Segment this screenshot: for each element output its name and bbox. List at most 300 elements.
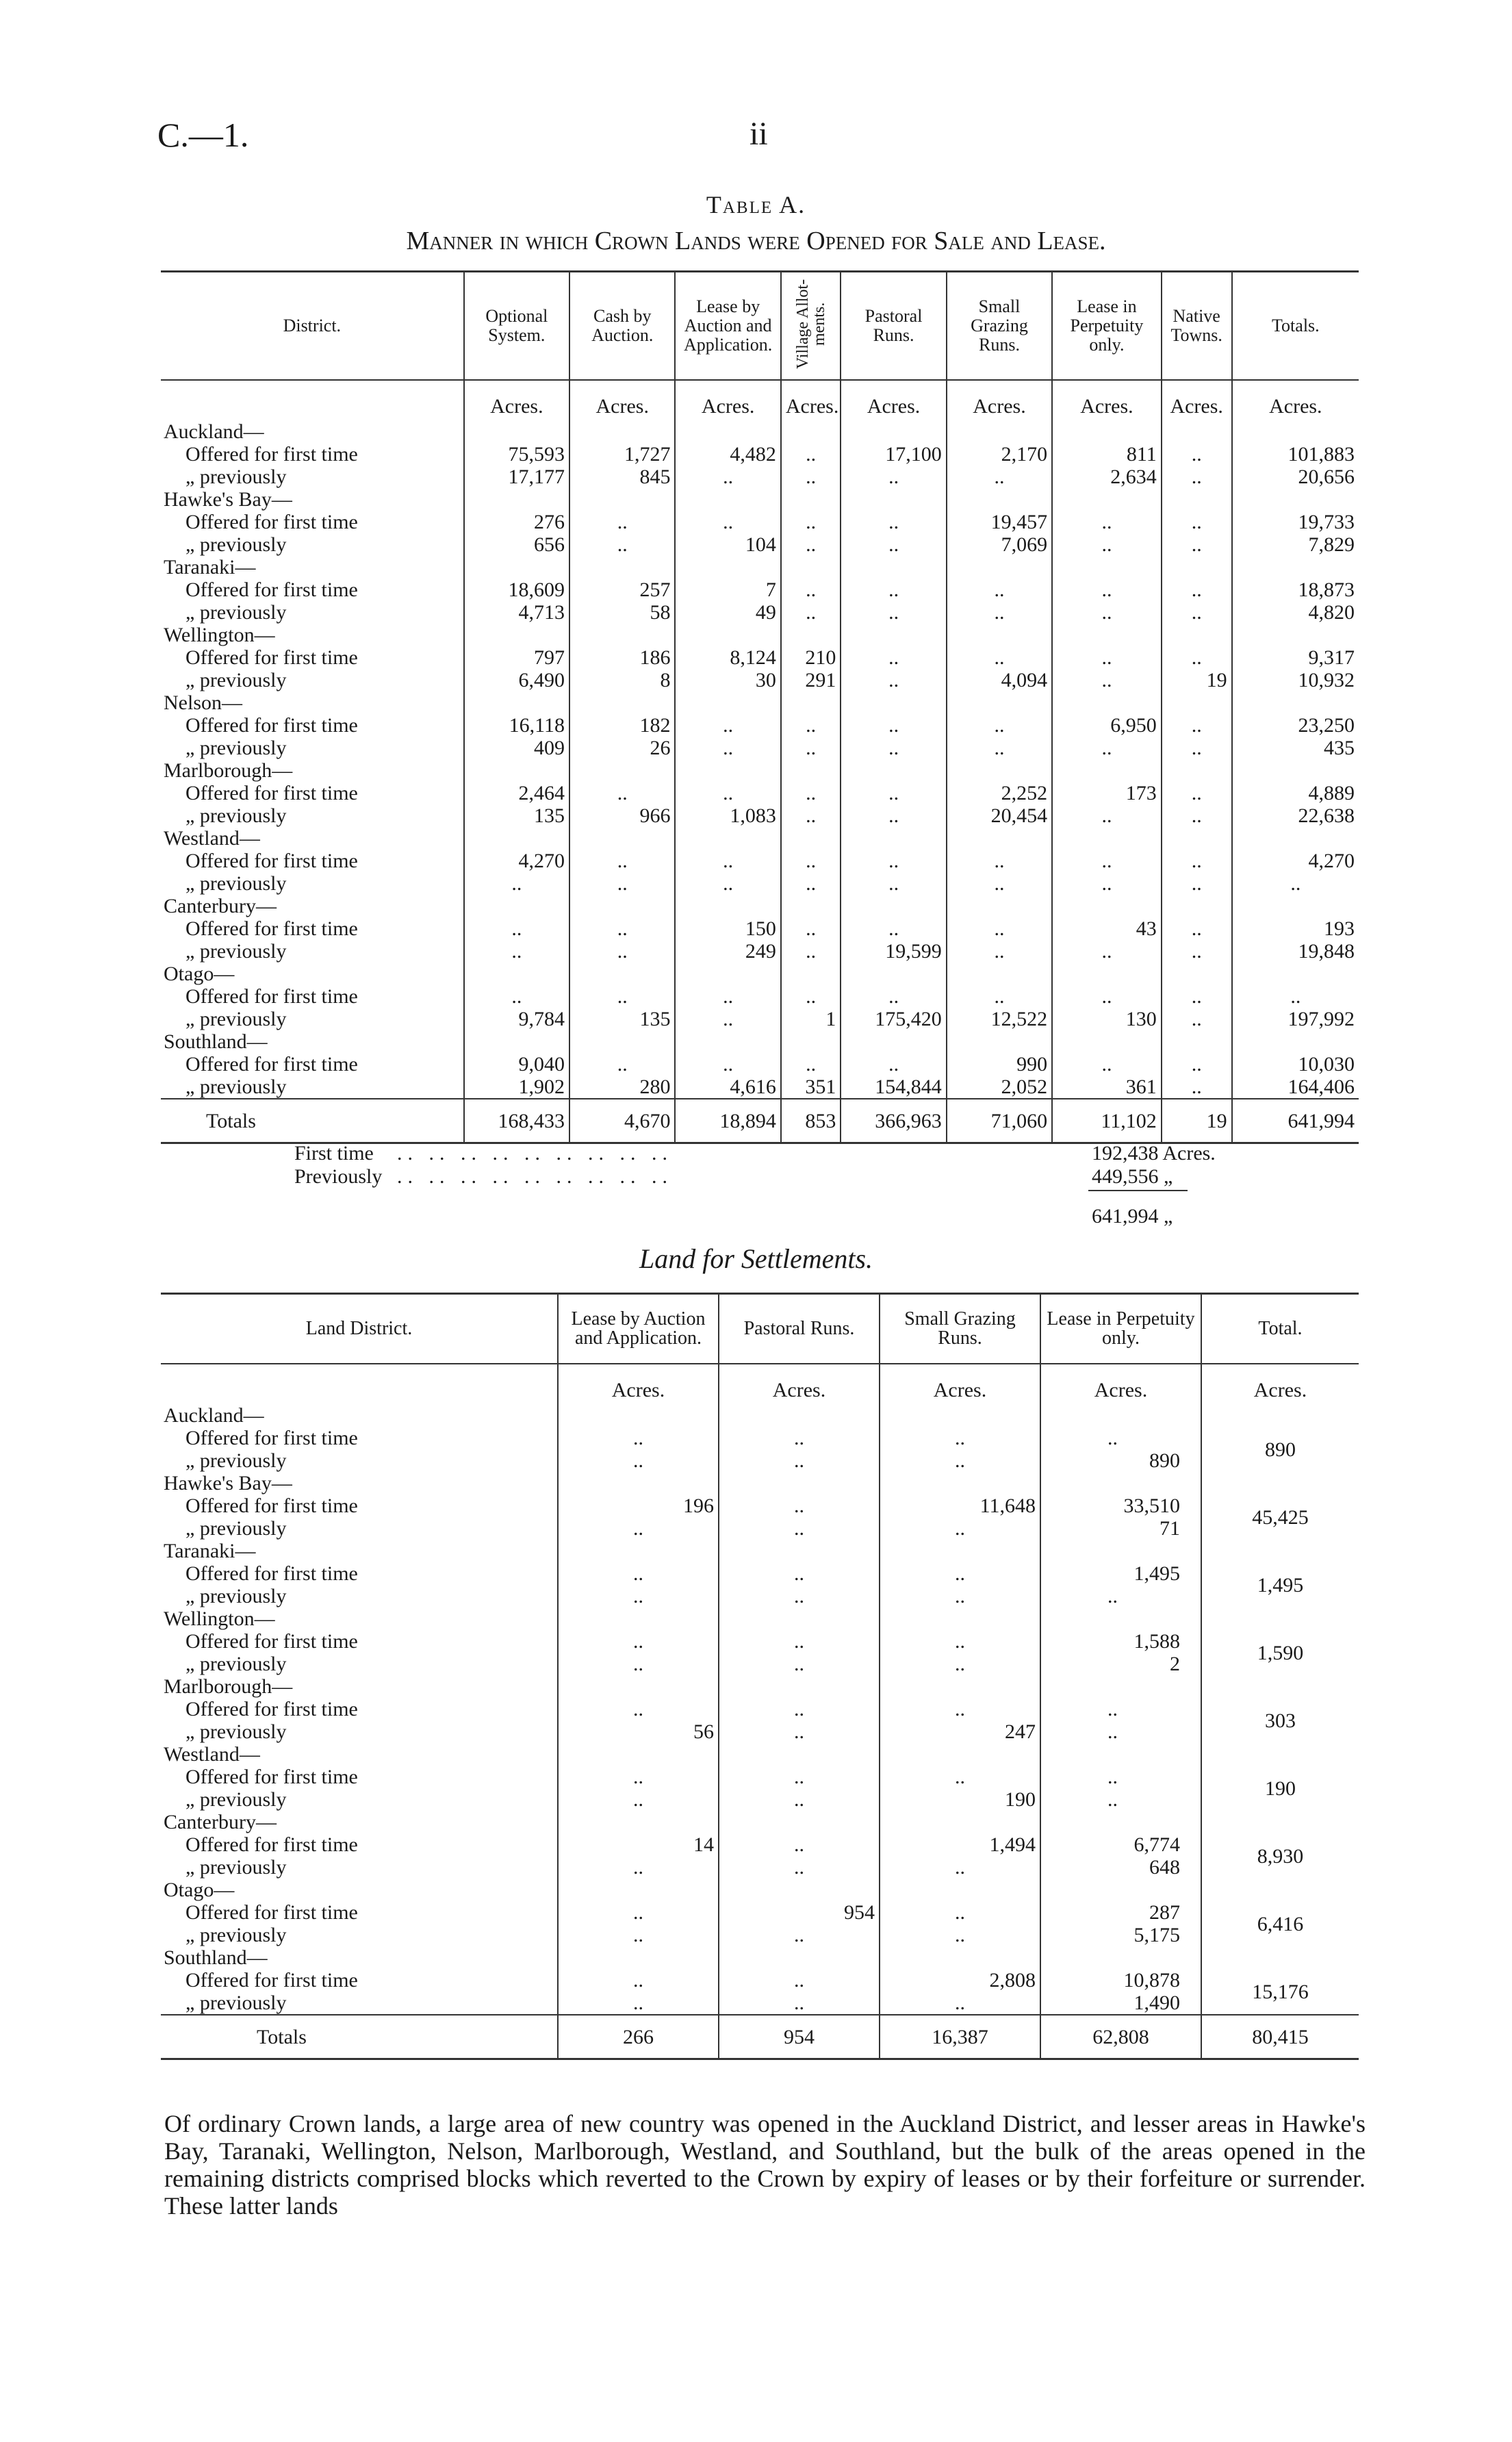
table-a-row (161, 737, 1359, 759)
table-b-cell: 190 (880, 1788, 1040, 1811)
table-a-body (161, 380, 1359, 1143)
table-a-cell: .. (947, 601, 1052, 624)
table-b-cell: 10,878 (1040, 1969, 1201, 1992)
table-a-cell: 2,464 (464, 782, 569, 804)
table-a-cell: .. (1162, 940, 1232, 963)
table-a-cell: .. (841, 804, 946, 827)
table-a-unit-cell: Acres. (841, 380, 946, 420)
table-a-empty-cell (841, 759, 946, 782)
table-a-district-row (161, 963, 1359, 985)
table-b-cell: 287 (1040, 1901, 1201, 1924)
table-a-empty-cell (1232, 759, 1359, 782)
table-b-cell: .. (719, 1630, 880, 1653)
table-a-cell: 18,609 (464, 578, 569, 601)
table-a-empty-cell (569, 759, 675, 782)
table-b-empty-cell (880, 1607, 1040, 1630)
table-a-cell: .. (1162, 511, 1232, 533)
table-a-empty-cell (569, 827, 675, 850)
table-b-cell: .. (880, 1653, 1040, 1675)
table-b-cell: .. (880, 1427, 1040, 1449)
table-a-cell: .. (781, 940, 841, 963)
table-a-empty-cell (1162, 827, 1232, 850)
table-b-empty-cell (558, 1811, 719, 1833)
table-a-cell: .. (781, 1053, 841, 1076)
table-b-cell: .. (1040, 1427, 1201, 1449)
table-a-empty-cell (569, 691, 675, 714)
table-a-cell: .. (1162, 1053, 1232, 1076)
table-b-cell: .. (719, 1698, 880, 1720)
table-b-cell: .. (558, 1924, 719, 1946)
table-b-cell: .. (558, 1901, 719, 1924)
table-a-row (161, 917, 1359, 940)
table-a-row (161, 782, 1359, 804)
summary-first-value: 192,438 Acres. (1092, 1142, 1216, 1165)
table-a-district-name: Marlborough— (161, 759, 464, 782)
table-a-cell: .. (781, 511, 841, 533)
table-a-cell: .. (569, 940, 675, 963)
table-a-total-cell: 366,963 (841, 1099, 946, 1143)
table-b-header: Lease by Auction and Application. (558, 1294, 719, 1364)
table-a-cell: 26 (569, 737, 675, 759)
table-a-cell: .. (675, 850, 780, 872)
table-a-empty-cell (1162, 1030, 1232, 1053)
table-b-total-cell: 8,930 (1257, 1844, 1304, 1868)
table-a-empty-cell (569, 556, 675, 578)
table-a-total-cell: 168,433 (464, 1099, 569, 1143)
table-a-cell: .. (947, 872, 1052, 895)
table-a-district-name: Westland— (161, 827, 464, 850)
table-b-district-name: Auckland— (161, 1404, 558, 1427)
table-a-cell: .. (1162, 1076, 1232, 1099)
table-a-row-label: „ previously (161, 669, 464, 691)
table-a-empty-cell (841, 963, 946, 985)
table-a-unit-cell: Acres. (569, 380, 675, 420)
table-a-cell: 4,270 (464, 850, 569, 872)
table-b-cell: .. (719, 1653, 880, 1675)
table-a-cell: .. (1162, 466, 1232, 488)
table-a-cell: 197,992 (1287, 1008, 1355, 1030)
table-b-cell: .. (558, 1698, 719, 1720)
table-b-cell: .. (558, 1992, 719, 2015)
table-b-cell: 1,494 (880, 1833, 1040, 1856)
table-a-district-row (161, 556, 1359, 578)
table-b-row (161, 1517, 1359, 1540)
table-a-cell: 135 (569, 1008, 675, 1030)
table-a-cell: 409 (464, 737, 569, 759)
table-b-empty-cell (558, 1743, 719, 1766)
table-a-cell: .. (1052, 646, 1162, 669)
table-a-empty-cell (464, 488, 569, 511)
table-a-empty-cell (675, 895, 780, 917)
table-a-empty-cell (1232, 827, 1359, 850)
table-a-empty-cell (569, 488, 675, 511)
table-a-caption: Table A. (706, 191, 806, 218)
table-a-cell: 2,252 (947, 782, 1052, 804)
table-b-row-label: Offered for first time (161, 1969, 558, 1992)
table-a-empty-cell (1232, 488, 1359, 511)
table-a-empty-cell (781, 420, 841, 443)
table-a-empty-cell (947, 691, 1052, 714)
page-reference: C.—1. (157, 116, 249, 154)
table-b-cell: 2 (1040, 1653, 1201, 1675)
table-b-district-row (161, 1607, 1359, 1630)
table-a-cell: .. (464, 940, 569, 963)
table-a-cell: 4,713 (464, 601, 569, 624)
table-b-cell: .. (558, 1517, 719, 1540)
table-b-empty-cell (558, 1879, 719, 1901)
table-b-cell: .. (719, 1924, 880, 1946)
table-b-total-cell: 1,495 (1257, 1573, 1304, 1597)
table-b-cell: 1,490 (1040, 1992, 1201, 2015)
table-a-cell: .. (841, 985, 946, 1008)
table-a-empty-cell (1232, 691, 1359, 714)
table-a-cell: .. (781, 443, 841, 466)
table-a-cell: 6,490 (464, 669, 569, 691)
table-a-empty-cell (1052, 1030, 1162, 1053)
table-b-total-cell: 190 (1265, 1777, 1296, 1800)
table-a-empty-cell (464, 1030, 569, 1053)
table-b-cell: .. (880, 1901, 1040, 1924)
table-a-cell: 249 (675, 940, 780, 963)
table-b-cell: 56 (558, 1720, 719, 1743)
table-a-row-label: Offered for first time (161, 511, 464, 533)
table-b-empty-cell (1040, 1472, 1201, 1495)
table-a-row-label: „ previously (161, 940, 464, 963)
table-b-empty-cell (719, 1743, 880, 1766)
table-a-cell: 173 (1052, 782, 1162, 804)
table-a-empty-cell (1052, 691, 1162, 714)
table-a-cell: .. (1052, 578, 1162, 601)
table-a-cell: 6,950 (1052, 714, 1162, 737)
table-a-cell: 990 (947, 1053, 1052, 1076)
table-a-empty-cell (841, 1030, 946, 1053)
table-b-empty-cell (558, 1675, 719, 1698)
table-b-district-row (161, 1404, 1359, 1427)
table-b-totals-label: Totals (161, 2015, 558, 2059)
table-b-district-row (161, 1811, 1359, 1833)
table-a-header: Pastoral Runs. (841, 272, 946, 381)
table-a-cell: .. (1162, 804, 1232, 827)
table-b-cell: .. (558, 1449, 719, 1472)
table-a-cell: .. (1052, 850, 1162, 872)
table-a-cell: .. (569, 511, 675, 533)
table-a-empty-cell (675, 759, 780, 782)
table-a-cell: .. (1162, 578, 1232, 601)
table-a-cell: .. (841, 872, 946, 895)
table-a-cell: .. (781, 985, 841, 1008)
table-a-cell: 19,599 (841, 940, 946, 963)
table-a-cell: .. (464, 872, 569, 895)
table-a-cell: 182 (569, 714, 675, 737)
table-a-cell: .. (1052, 601, 1162, 624)
table-a-header: District. (161, 272, 464, 381)
table-b-cell: .. (558, 1585, 719, 1607)
table-a-cell: .. (841, 601, 946, 624)
table-a-cell: .. (1162, 646, 1232, 669)
table-a-row (161, 466, 1359, 488)
table-a-cell: .. (1162, 601, 1232, 624)
table-a-cell: .. (781, 872, 841, 895)
table-b-cell: .. (719, 1833, 880, 1856)
table-b-empty-cell (719, 1946, 880, 1969)
table-a-row (161, 1008, 1359, 1030)
table-a-cell: 22,638 (1298, 804, 1355, 827)
table-b-row (161, 1901, 1359, 1924)
table-a-empty-cell (781, 691, 841, 714)
table-a-row-label: Offered for first time (161, 1053, 464, 1076)
table-a-empty-cell (1232, 963, 1359, 985)
table-a-row-label: „ previously (161, 533, 464, 556)
table-b-district-row (161, 1675, 1359, 1698)
table-a-row (161, 1076, 1359, 1099)
table-b-empty-cell (558, 1946, 719, 1969)
table-a-total-cell: 71,060 (947, 1099, 1052, 1143)
table-a-cell: 7,069 (947, 533, 1052, 556)
table-a-empty-cell (781, 963, 841, 985)
table-a-cell: .. (781, 917, 841, 940)
table-b-row-label: „ previously (161, 1449, 558, 1472)
table-a-empty-cell (464, 827, 569, 850)
table-a-empty-cell (464, 759, 569, 782)
table-a-row-label: „ previously (161, 804, 464, 827)
table-a-cell: .. (841, 714, 946, 737)
table-a-unit-cell: Acres. (1269, 395, 1322, 418)
table-a-row (161, 714, 1359, 737)
table-b-row (161, 1969, 1359, 1992)
table-b-empty-cell (558, 1607, 719, 1630)
table-a-cell: .. (947, 714, 1052, 737)
table-b-row (161, 1992, 1359, 2015)
table-a-cell: 23,250 (1298, 714, 1355, 737)
table-a-row-label: „ previously (161, 1008, 464, 1030)
table-a-cell: .. (781, 782, 841, 804)
table-b-total-cell: 890 (1265, 1438, 1296, 1461)
table-b-row-label: Offered for first time (161, 1698, 558, 1720)
table-b (161, 1293, 1359, 2060)
table-b-cell: .. (719, 1562, 880, 1585)
table-a-empty-cell (841, 691, 946, 714)
table-a-cell: .. (841, 782, 946, 804)
table-a-row (161, 1053, 1359, 1076)
table-a-cell: 9,784 (464, 1008, 569, 1030)
table-a-cell: 4,889 (1308, 782, 1355, 804)
table-b-row (161, 1856, 1359, 1879)
table-b-cell: .. (880, 1585, 1040, 1607)
table-a-empty-cell (947, 759, 1052, 782)
table-a-cell: 20,656 (1298, 466, 1355, 488)
table-a-empty-cell (675, 624, 780, 646)
table-a-cell: 8 (569, 669, 675, 691)
table-a-district-row (161, 827, 1359, 850)
table-b-header: Land District. (161, 1294, 558, 1364)
table-b-cell: 1,495 (1040, 1562, 1201, 1585)
table-b-cell: .. (880, 1856, 1040, 1879)
table-a-empty-cell (1052, 759, 1162, 782)
table-a-cell: 280 (569, 1076, 675, 1099)
table-a-empty-cell (947, 556, 1052, 578)
table-b-district-row (161, 1472, 1359, 1495)
table-a-cell: 4,616 (675, 1076, 780, 1099)
table-a-cell: .. (1052, 737, 1162, 759)
table-a-unit-cell: Acres. (675, 380, 780, 420)
table-b-header: Pastoral Runs. (719, 1294, 880, 1364)
table-b-cell: .. (558, 1856, 719, 1879)
table-b-empty-cell (558, 1404, 719, 1427)
table-b-unit-cell: Acres. (1253, 1379, 1307, 1401)
table-b-row-label: Offered for first time (161, 1901, 558, 1924)
table-a-cell: .. (1290, 872, 1301, 895)
table-b-cell: .. (719, 1788, 880, 1811)
table-b-cell: .. (1040, 1720, 1201, 1743)
table-a-empty-cell (1162, 759, 1232, 782)
table-a-cell: 19 (1162, 669, 1232, 691)
table-a-cell: .. (1290, 985, 1301, 1008)
table-a-empty-cell (781, 488, 841, 511)
table-a-total-cell: 18,894 (675, 1099, 780, 1143)
table-a-cell: 104 (675, 533, 780, 556)
table-b-row-label: Offered for first time (161, 1766, 558, 1788)
table-a-cell: .. (841, 646, 946, 669)
table-a-cell: .. (464, 985, 569, 1008)
table-a-cell: 7 (675, 578, 780, 601)
table-b-empty-cell (1201, 1743, 1359, 1766)
table-b-units-row (161, 1364, 1359, 1404)
table-a-cell: 19,848 (1298, 940, 1355, 963)
table-b-title: Land for Settlements. (639, 1243, 873, 1274)
table-a-row (161, 443, 1359, 466)
table-a-cell: .. (841, 737, 946, 759)
table-b-empty-cell (1040, 1743, 1201, 1766)
table-a-cell: 1,727 (569, 443, 675, 466)
table-a-row (161, 872, 1359, 895)
table-a-cell: .. (947, 850, 1052, 872)
summary-prev-label: Previously (294, 1165, 383, 1188)
table-a-cell: .. (841, 669, 946, 691)
table-b-district-name: Taranaki— (161, 1540, 558, 1562)
table-b-header: Lease in Perpetuity only. (1040, 1294, 1201, 1364)
table-a-cell: 257 (569, 578, 675, 601)
table-a-row-label: Offered for first time (161, 714, 464, 737)
table-b-cell: .. (719, 1517, 880, 1540)
table-a-row-label: Offered for first time (161, 917, 464, 940)
table-a-cell: 9,317 (1308, 646, 1355, 669)
table-b-empty-cell (1040, 1607, 1201, 1630)
table-a-cell: .. (781, 578, 841, 601)
table-a-cell: 656 (464, 533, 569, 556)
table-a-unit-cell: Acres. (1162, 380, 1232, 420)
table-a-cell: 175,420 (841, 1008, 946, 1030)
table-a-cell: 10,932 (1298, 669, 1355, 691)
table-a-cell: .. (841, 511, 946, 533)
table-a-cell: 351 (781, 1076, 841, 1099)
table-a-cell: .. (947, 940, 1052, 963)
table-a-header: Lease in Perpetuity only. (1052, 272, 1162, 381)
table-a-district-name: Southland— (161, 1030, 464, 1053)
table-a-cell: 811 (1052, 443, 1162, 466)
table-a-empty-cell (464, 963, 569, 985)
table-a-empty-cell (675, 488, 780, 511)
table-a-cell: .. (781, 737, 841, 759)
table-a-cell: 845 (569, 466, 675, 488)
table-b-cell: .. (1040, 1788, 1201, 1811)
table-a (161, 270, 1359, 1144)
table-b-cell: 11,648 (880, 1495, 1040, 1517)
table-a-unit-cell: Acres. (1052, 380, 1162, 420)
table-b-cell: .. (558, 1427, 719, 1449)
table-b-row-label: „ previously (161, 1992, 558, 2015)
table-b-cell: .. (880, 1562, 1040, 1585)
table-a-row-label: „ previously (161, 1076, 464, 1099)
table-a-cell: .. (675, 511, 780, 533)
table-a-cell: 2,634 (1052, 466, 1162, 488)
table-a-empty-cell (1052, 556, 1162, 578)
table-a-district-row (161, 488, 1359, 511)
table-a-empty-cell (1162, 963, 1232, 985)
table-b-total-cell: 1,590 (1257, 1641, 1304, 1664)
table-a-empty-cell (675, 1030, 780, 1053)
table-a-district-name: Wellington— (161, 624, 464, 646)
table-a-cell: .. (781, 714, 841, 737)
table-b-empty-cell (880, 1811, 1040, 1833)
table-a-cell: .. (781, 601, 841, 624)
table-b-district-name: Hawke's Bay— (161, 1472, 558, 1495)
table-b-row (161, 1766, 1359, 1788)
table-a-empty-cell (569, 624, 675, 646)
table-a-row (161, 985, 1359, 1008)
table-b-unit-cell: Acres. (558, 1364, 719, 1404)
table-a-cell: 164,406 (1287, 1076, 1355, 1098)
table-a-row-label: „ previously (161, 466, 464, 488)
table-a-cell: .. (1052, 533, 1162, 556)
table-a-empty-cell (569, 963, 675, 985)
table-a-cell: .. (841, 850, 946, 872)
table-b-empty-cell (1040, 1879, 1201, 1901)
table-a-cell: .. (1052, 985, 1162, 1008)
table-b-cell: 14 (558, 1833, 719, 1856)
table-b-empty-cell (880, 1743, 1040, 1766)
table-a-cell: .. (781, 466, 841, 488)
body-paragraph: Of ordinary Crown lands, a large area of new country was opened in the Auckland District, and lesser areas in Hawke's Bay, Taranaki, Wellington, Nelson, Marlborough, Westland, and Southland, but the bulk of the areas opened in the remaining districts comprised blocks which reverted to the Crown by expiry of leases or by their forfeiture or surrender. These latter lands (164, 2110, 1366, 2220)
table-a-cell: .. (1162, 850, 1232, 872)
table-b-row (161, 1562, 1359, 1585)
table-b-district-row (161, 1879, 1359, 1901)
table-a-cell: 19,733 (1298, 511, 1355, 533)
table-a-header-row (161, 272, 1359, 381)
table-a-empty-cell (947, 420, 1052, 443)
table-a-unit-cell: Acres. (947, 380, 1052, 420)
table-b-row (161, 1720, 1359, 1743)
table-a-row (161, 850, 1359, 872)
table-a-empty-cell (464, 420, 569, 443)
table-b-row-label: „ previously (161, 1585, 558, 1607)
table-a-row-label: Offered for first time (161, 782, 464, 804)
table-b-empty-cell (1040, 1540, 1201, 1562)
table-b-empty-cell (1201, 1472, 1359, 1495)
table-a-empty-cell (1232, 1030, 1359, 1053)
table-a-cell: .. (675, 782, 780, 804)
table-a-cell: 1 (781, 1008, 841, 1030)
table-a-cell: .. (841, 466, 946, 488)
table-a-cell: 58 (569, 601, 675, 624)
table-a-row (161, 578, 1359, 601)
table-a-empty-cell (464, 624, 569, 646)
table-a-district-row (161, 691, 1359, 714)
table-a-unit-cell: Acres. (781, 380, 841, 420)
table-b-cell: .. (1040, 1698, 1201, 1720)
summary-rule (1088, 1190, 1188, 1191)
table-a-cell: .. (1052, 872, 1162, 895)
table-b-cell: .. (880, 1924, 1040, 1946)
